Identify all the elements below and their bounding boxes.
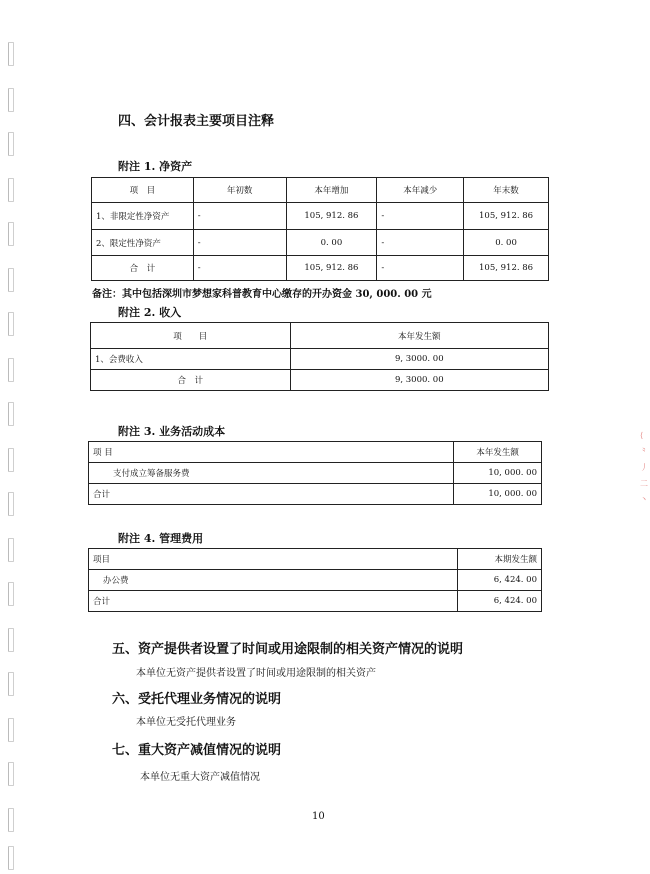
header-cell: 项 目: [89, 442, 454, 463]
binder-hole: [8, 538, 14, 562]
cell: 2、限定性净资产: [92, 230, 194, 256]
table-row: [92, 230, 549, 256]
header-cell: 本年发生额: [290, 323, 548, 349]
binder-hole: [8, 628, 14, 652]
cell: 合 计: [91, 370, 291, 391]
note2-title: 附注 2. 收入: [118, 306, 182, 319]
binder-hole: [8, 222, 14, 246]
header-cell: 项 目: [91, 323, 291, 349]
binder-hole: [8, 358, 14, 382]
cell: 9, 3000. 00: [290, 370, 548, 391]
note4-title: 附注 4. 管理费用: [118, 532, 204, 545]
table-header-row: [89, 442, 542, 463]
cell: -: [377, 256, 464, 281]
table-row: [92, 203, 549, 230]
binder-hole: [8, 42, 14, 66]
header-cell: 本年发生额: [454, 442, 542, 463]
cell: 1、会费收入: [91, 349, 291, 370]
section5-text: 本单位无资产提供者设置了时间或用途限制的相关资产: [136, 668, 376, 679]
cell: 105, 912. 86: [286, 256, 377, 281]
cell: 105, 912. 86: [464, 203, 549, 230]
binder-hole: [8, 88, 14, 112]
cell: 支付成立筹备服务费: [89, 463, 454, 484]
net-assets-table: [91, 177, 549, 281]
note1-remark: 备注：其中包括深圳市梦想家科普教育中心缴存的开办资金 30, 000. 00 元: [92, 289, 432, 300]
header-cell: 本期发生额: [458, 549, 542, 570]
cell: -: [377, 203, 464, 230]
seal-stamp-fragment: ⟨ ⺀ ⼃ ⼆ ⼂: [640, 431, 648, 504]
binder-hole: [8, 492, 14, 516]
section7-title: 七、重大资产减值情况的说明: [112, 743, 282, 758]
binder-hole: [8, 762, 14, 786]
table-total-row: [92, 256, 549, 281]
cell: 6, 424. 00: [458, 570, 542, 591]
binder-hole: [8, 846, 14, 870]
table-header-row: [92, 178, 549, 203]
header-cell: 本年减少: [377, 178, 464, 203]
table-total-row: [91, 370, 549, 391]
table-header-row: [89, 549, 542, 570]
header-cell: 本年增加: [286, 178, 377, 203]
table-row: [91, 349, 549, 370]
cell: -: [193, 256, 286, 281]
cell: -: [193, 203, 286, 230]
table-row: [89, 463, 542, 484]
binder-hole: [8, 178, 14, 202]
section6-text: 本单位无受托代理业务: [136, 717, 236, 728]
note1-title: 附注 1. 净资产: [118, 160, 193, 173]
page-number: 10: [312, 811, 325, 822]
cell: 合计: [89, 591, 458, 612]
table-total-row: [89, 484, 542, 505]
table-header-row: [91, 323, 549, 349]
cell: 9, 3000. 00: [290, 349, 548, 370]
header-cell: 年初数: [193, 178, 286, 203]
binder-hole: [8, 268, 14, 292]
cell: -: [377, 230, 464, 256]
admin-expense-table: [88, 548, 542, 612]
binder-hole: [8, 672, 14, 696]
header-cell: 项目: [89, 549, 458, 570]
header-cell: 年末数: [464, 178, 549, 203]
cell: 10, 000. 00: [454, 484, 542, 505]
cell: -: [193, 230, 286, 256]
cell: 6, 424. 00: [458, 591, 542, 612]
cell: 1、非限定性净资产: [92, 203, 194, 230]
binder-hole: [8, 448, 14, 472]
table-row: [89, 570, 542, 591]
section-title: 四、会计报表主要项目注释: [118, 114, 275, 129]
cell: 合 计: [92, 256, 194, 281]
cell: 0. 00: [464, 230, 549, 256]
note3-title: 附注 3. 业务活动成本: [118, 425, 226, 438]
cell: 0. 00: [286, 230, 377, 256]
binder-hole: [8, 132, 14, 156]
cell: 10, 000. 00: [454, 463, 542, 484]
section6-title: 六、受托代理业务情况的说明: [112, 692, 282, 707]
cell: 合计: [89, 484, 454, 505]
binder-hole: [8, 718, 14, 742]
binder-margin: [0, 0, 20, 874]
cell: 105, 912. 86: [286, 203, 377, 230]
binder-hole: [8, 808, 14, 832]
section7-text: 本单位无重大资产减值情况: [140, 772, 260, 783]
section5-title: 五、资产提供者设置了时间或用途限制的相关资产情况的说明: [112, 642, 464, 657]
binder-hole: [8, 312, 14, 336]
cell: 105, 912. 86: [464, 256, 549, 281]
table-total-row: [89, 591, 542, 612]
cell: 办公费: [89, 570, 458, 591]
binder-hole: [8, 402, 14, 426]
header-cell: 项 目: [92, 178, 194, 203]
binder-hole: [8, 582, 14, 606]
income-table: [90, 322, 549, 391]
business-cost-table: [88, 441, 542, 505]
